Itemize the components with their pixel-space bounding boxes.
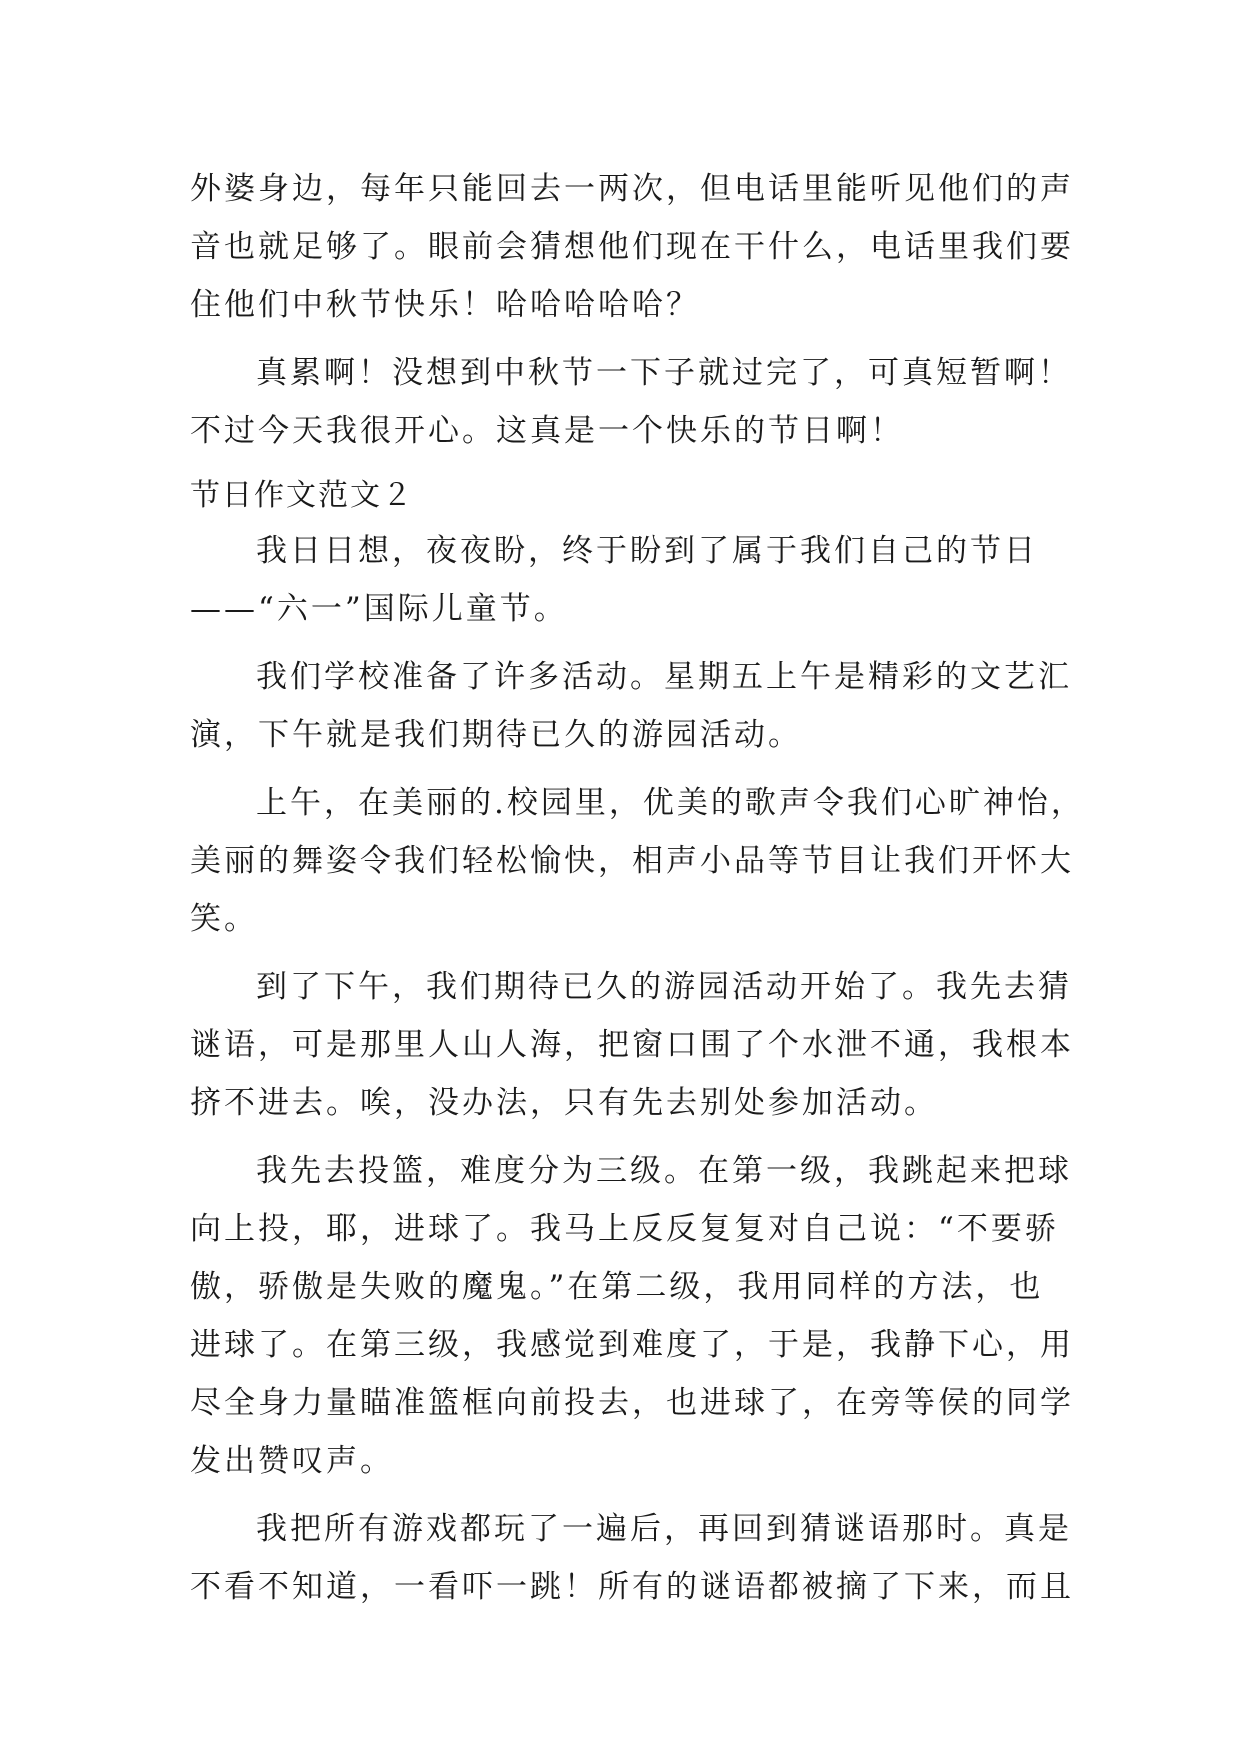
paragraph-1: [190, 160, 1074, 334]
text-line: 我先去投篮，难度分为三级。在第一级，我跳起来把球: [256, 1153, 1072, 1189]
text-line: 进球了。在第三级，我感觉到难度了，于是，我静下心，用: [190, 1327, 1074, 1363]
paragraph-5: [190, 774, 1085, 948]
text-line: 向上投，耶，进球了。我马上反反复复对自己说：“不要骄: [190, 1211, 1059, 1247]
text-line: 发出赞叹声。: [190, 1443, 394, 1479]
text-line: 不看不知道，一看吓一跳！所有的谜语都被摘了下来，而且: [190, 1569, 1074, 1605]
text-line: 挤不进去。唉，没办法，只有先去别处参加活动。: [190, 1085, 938, 1121]
text-line: 傲，骄傲是失败的魔鬼。”在第二级，我用同样的方法，也: [190, 1269, 1044, 1305]
text-line: 我们学校准备了许多活动。星期五上午是精彩的文艺汇: [256, 659, 1072, 695]
text-line: 演，下午就是我们期待已久的游园活动。: [190, 717, 802, 753]
document-body: [190, 160, 1085, 1626]
paragraph-3: [190, 522, 1050, 638]
paragraph-4: [190, 648, 1072, 764]
text-line: 不过今天我很开心。这真是一个快乐的节日啊！: [190, 413, 904, 449]
text-line: 谜语，可是那里人山人海，把窗口围了个水泄不通，我根本: [190, 1027, 1074, 1063]
text-line: 我把所有游戏都玩了一遍后，再回到猜谜语那时。真是: [256, 1511, 1072, 1547]
text-line: 美丽的舞姿令我们轻松愉快，相声小品等节目让我们开怀大: [190, 843, 1074, 879]
paragraph-8: [190, 1500, 1074, 1616]
text-line: 笑。: [190, 901, 258, 937]
paragraph-2: [190, 344, 1072, 460]
text-line: 到了下午，我们期待已久的游园活动开始了。我先去猜: [256, 969, 1072, 1005]
text-line: 音也就足够了。眼前会猜想他们现在干什么，电话里我们要: [190, 229, 1074, 265]
text-line: 上午，在美丽的.校园里，优美的歌声令我们心旷神怡，: [256, 785, 1085, 821]
text-line: ——“六一”国际儿童节。: [190, 591, 568, 627]
paragraph-7: [190, 1142, 1074, 1490]
section-heading: 节日作文范文２: [190, 478, 414, 513]
text-line: 外婆身边，每年只能回去一两次，但电话里能听见他们的声: [190, 171, 1074, 207]
text-line: 真累啊！没想到中秋节一下子就过完了，可真短暂啊！: [256, 355, 1072, 391]
text-line: 我日日想，夜夜盼，终于盼到了属于我们自己的节日: [256, 533, 1038, 569]
text-line: 住他们中秋节快乐！哈哈哈哈哈？: [190, 287, 700, 323]
text-line: 尽全身力量瞄准篮框向前投去，也进球了，在旁等侯的同学: [190, 1385, 1074, 1421]
paragraph-6: [190, 958, 1074, 1132]
